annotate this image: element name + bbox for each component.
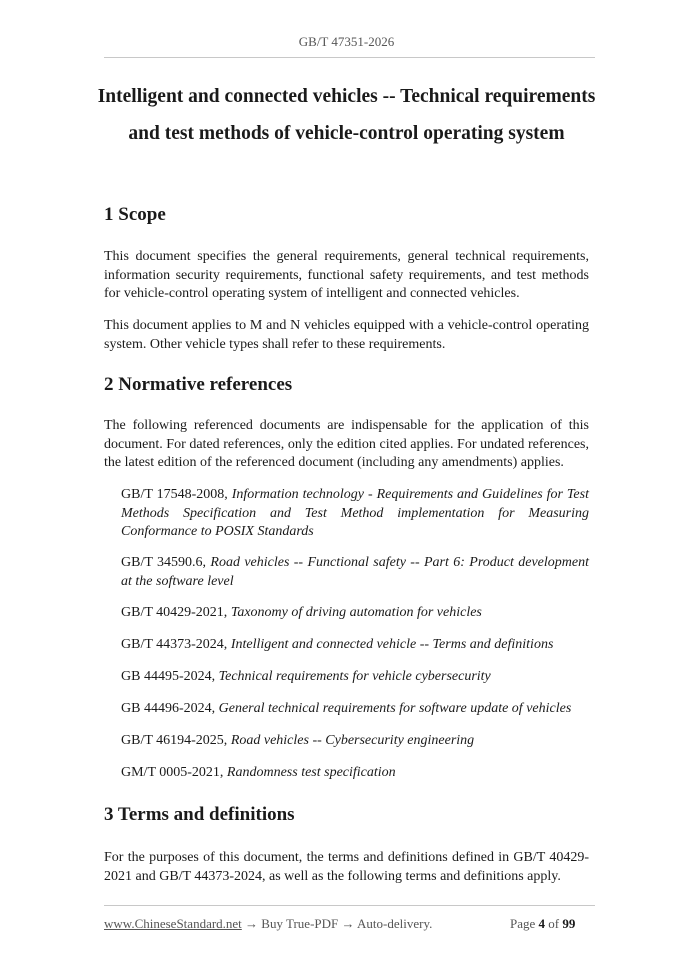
- reference-item: [121, 668, 589, 687]
- section-heading-terms-and-definitions: 3 Terms and definitions: [104, 804, 295, 825]
- footer-site-link[interactable]: www.ChineseStandard.net: [104, 916, 242, 931]
- title-line-2: and test methods of vehicle-control operating system: [128, 123, 565, 144]
- footer-promo-text: → Buy True-PDF → Auto-delivery.: [241, 916, 433, 931]
- reference-title: Road vehicles -- Cybersecurity engineering: [230, 733, 475, 748]
- reference-code: GB 44495-2024,: [121, 669, 219, 684]
- reference-code: GM/T 0005-2021,: [121, 765, 227, 780]
- reference-item: [121, 554, 589, 591]
- reference-item: [121, 700, 589, 719]
- reference-item: [121, 732, 589, 751]
- reference-title: Randomness test specification: [226, 765, 396, 780]
- terms-paragraph: For the purposes of this document, the terms and definitions defined in GB/T 40429-2021 and GB/T 44373-2024, as well as the following terms and definitions apply.: [104, 850, 589, 884]
- reference-title: Technical requirements for vehicle cybersecurity: [218, 669, 491, 684]
- reference-code: GB/T 40429-2021,: [121, 605, 231, 620]
- scope-paragraph-1: This document specifies the general requirements, general technical requirements, information security requirements, functional safety requirements, and test methods for vehicle-control operating system of intelligent and connected vehicles.: [104, 249, 589, 301]
- header-divider: [104, 57, 595, 58]
- of-label: of: [545, 916, 563, 931]
- footer-divider: [104, 905, 595, 906]
- reference-code: GB/T 17548-2008,: [121, 487, 232, 502]
- reference-title: Taxonomy of driving automation for vehicles: [230, 605, 482, 620]
- reference-code: GB/T 46194-2025,: [121, 733, 231, 748]
- scope-paragraph-2: This document applies to M and N vehicles equipped with a vehicle-control operating system. Other vehicle types shall refer to these requirements.: [104, 318, 589, 352]
- standard-code: GB/T 47351-2026: [298, 34, 395, 49]
- footer-promo: [104, 916, 432, 932]
- normative-intro: The following referenced documents are indispensable for the application of this document. For dated references, only the edition cited applies. For undated references, the latest edition of the referenced document (including any amendments) applies.: [104, 418, 589, 470]
- document-title: [60, 78, 633, 152]
- reference-item: [121, 636, 589, 655]
- page-label: Page: [510, 916, 539, 931]
- reference-code: GB 44496-2024,: [121, 701, 219, 716]
- page-indicator: [510, 916, 575, 932]
- reference-title: Road vehicles -- Functional safety -- Part 6: Product development at the software level: [121, 555, 589, 589]
- section-heading-normative-references: 2 Normative references: [104, 374, 293, 395]
- reference-title: Information technology - Requirements and Guidelines for Test Methods Specification and Test Method implementation for Measuring Conformance to POSIX Standards: [121, 487, 589, 539]
- reference-item: [121, 764, 589, 783]
- reference-code: GB/T 44373-2024,: [121, 637, 231, 652]
- section-heading-scope: 1 Scope: [104, 204, 166, 225]
- reference-title: General technical requirements for software update of vehicles: [218, 701, 572, 716]
- page-number: 4: [538, 916, 546, 931]
- title-line-1: Intelligent and connected vehicles -- Technical requirements: [97, 86, 596, 107]
- reference-item: [121, 604, 589, 623]
- reference-item: [121, 486, 589, 542]
- reference-title: Intelligent and connected vehicle -- Terms and definitions: [230, 637, 554, 652]
- page-total: 99: [562, 916, 576, 931]
- reference-code: GB/T 34590.6,: [121, 555, 211, 570]
